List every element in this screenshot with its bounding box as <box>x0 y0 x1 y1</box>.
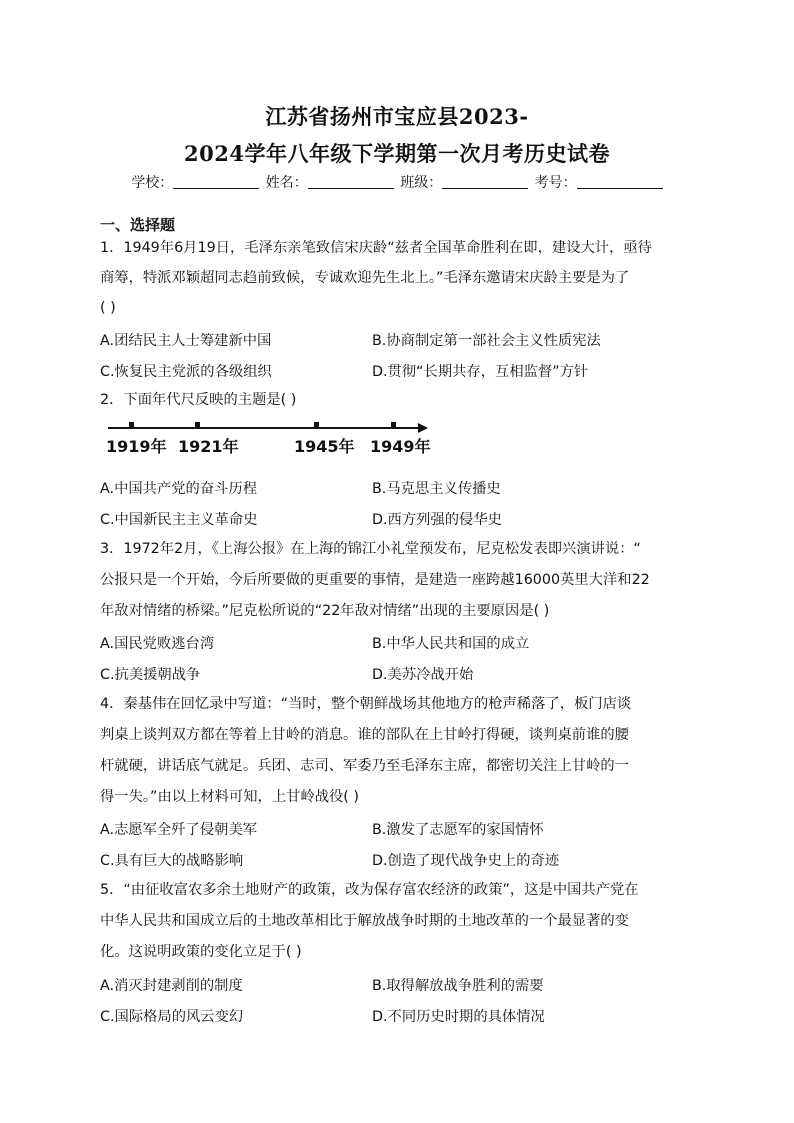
exam-number-blank[interactable] <box>577 174 663 189</box>
school-blank[interactable] <box>173 174 259 189</box>
q5-option-b[interactable]: B.取得解放战争胜利的需要 <box>372 978 544 994</box>
q2-option-d[interactable]: D.西方列强的侵华史 <box>372 512 502 528</box>
q3-option-d[interactable]: D.美苏冷战开始 <box>372 667 474 683</box>
q4-option-b[interactable]: B.激发了志愿军的家国情怀 <box>372 822 544 838</box>
exam-number-label: 考号： <box>534 175 577 191</box>
q5-line-3: 化。这说明政策的变化立足于( ) <box>100 944 302 960</box>
q4-line-1: 4．秦基伟在回忆录中写道：“当时，整个朝鲜战场其他地方的枪声稀落了，板门店谈 <box>100 696 632 712</box>
year-timeline <box>100 418 440 462</box>
q3-line-2: 公报只是一个开始，今后所要做的更重要的事情，是建造一座跨越16000英里大洋和22 <box>100 572 650 588</box>
q3-line-3: 年敌对情绪的桥梁。”尼克松所说的“22年敌对情绪”出现的主要原因是( ) <box>100 603 550 619</box>
timeline-label-1921: 1921年 <box>178 437 239 456</box>
q5-option-a[interactable]: A.消灭封建剥削的制度 <box>100 978 243 994</box>
exam-title-line2: 2024学年八年级下学期第一次月考历史试卷 <box>184 141 610 166</box>
timeline-label-1949: 1949年 <box>370 437 431 456</box>
student-info-row <box>0 172 794 192</box>
q4-option-c[interactable]: C.具有巨大的战略影响 <box>100 853 244 869</box>
q3-option-b[interactable]: B.中华人民共和国的成立 <box>372 636 530 652</box>
q2-line-1: 2．下面年代尺反映的主题是( ) <box>100 392 297 408</box>
exam-title-line1: 江苏省扬州市宝应县2023- <box>265 104 529 129</box>
q2-option-c[interactable]: C.中国新民主主义革命史 <box>100 512 258 528</box>
q1-option-b[interactable]: B.协商制定第一部社会主义性质宪法 <box>372 333 601 349</box>
q3-line-1: 3．1972年2月，《上海公报》在上海的锦江小礼堂预发布，尼克松发表即兴演讲说：“ <box>100 541 641 557</box>
timeline-tick-1945 <box>314 422 319 429</box>
timeline-tick-1949 <box>391 422 396 429</box>
timeline-label-1945: 1945年 <box>294 437 355 456</box>
school-label: 学校： <box>131 175 174 191</box>
name-blank[interactable] <box>308 174 394 189</box>
q5-option-c[interactable]: C.国际格局的风云变幻 <box>100 1009 244 1025</box>
timeline-tick-1921 <box>195 422 200 429</box>
q1-line-1: 1．1949年6月19日，毛泽东亲笔致信宋庆龄“兹者全国革命胜利在即，建设大计，亟待 <box>100 240 652 256</box>
q4-line-2: 判桌上谈判双方都在等着上甘岭的消息。谁的部队在上甘岭打得硬，谈判桌前谁的腰 <box>100 727 629 743</box>
q3-option-c[interactable]: C.抗美援朝战争 <box>100 667 201 683</box>
name-label: 姓名： <box>265 175 308 191</box>
q4-line-3: 杆就硬，讲话底气就足。兵团、志司、军委乃至毛泽东主席，都密切关注上甘岭的一 <box>100 758 629 774</box>
q4-option-d[interactable]: D.创造了现代战争史上的奇迹 <box>372 853 560 869</box>
q1-option-d[interactable]: D.贯彻“长期共存，互相监督”方针 <box>372 364 589 380</box>
q3-option-a[interactable]: A.国民党败逃台湾 <box>100 636 215 652</box>
section-title: 一、选择题 <box>100 216 176 234</box>
q5-line-2: 中华人民共和国成立后的土地改革相比于解放战争时期的土地改革的一个最显著的变 <box>100 913 629 929</box>
timeline-arrow-icon <box>418 423 428 433</box>
class-label: 班级： <box>400 175 443 191</box>
q4-line-4: 得一失。”由以上材料可知，上甘岭战役( ) <box>100 789 360 805</box>
q4-option-a[interactable]: A.志愿军全歼了侵朝美军 <box>100 822 258 838</box>
q5-option-d[interactable]: D.不同历史时期的具体情况 <box>372 1009 545 1025</box>
q1-line-2: 商筹，特派邓颖超同志趋前致候，专诚欢迎先生北上。”毛泽东邀请宋庆龄主要是为了 <box>100 270 630 286</box>
q1-option-c[interactable]: C.恢复民主党派的各级组织 <box>100 364 272 380</box>
q5-line-1: 5．“由征收富农多余土地财产的政策，改为保存富农经济的政策”，这是中国共产党在 <box>100 882 639 898</box>
q2-option-b[interactable]: B.马克思主义传播史 <box>372 481 501 497</box>
q2-option-a[interactable]: A.中国共产党的奋斗历程 <box>100 481 258 497</box>
class-blank[interactable] <box>442 174 528 189</box>
q1-option-a[interactable]: A.团结民主人士筹建新中国 <box>100 333 272 349</box>
q1-line-3: ( ) <box>100 300 116 316</box>
timeline-label-1919: 1919年 <box>106 437 167 456</box>
timeline-tick-1919 <box>129 422 134 429</box>
